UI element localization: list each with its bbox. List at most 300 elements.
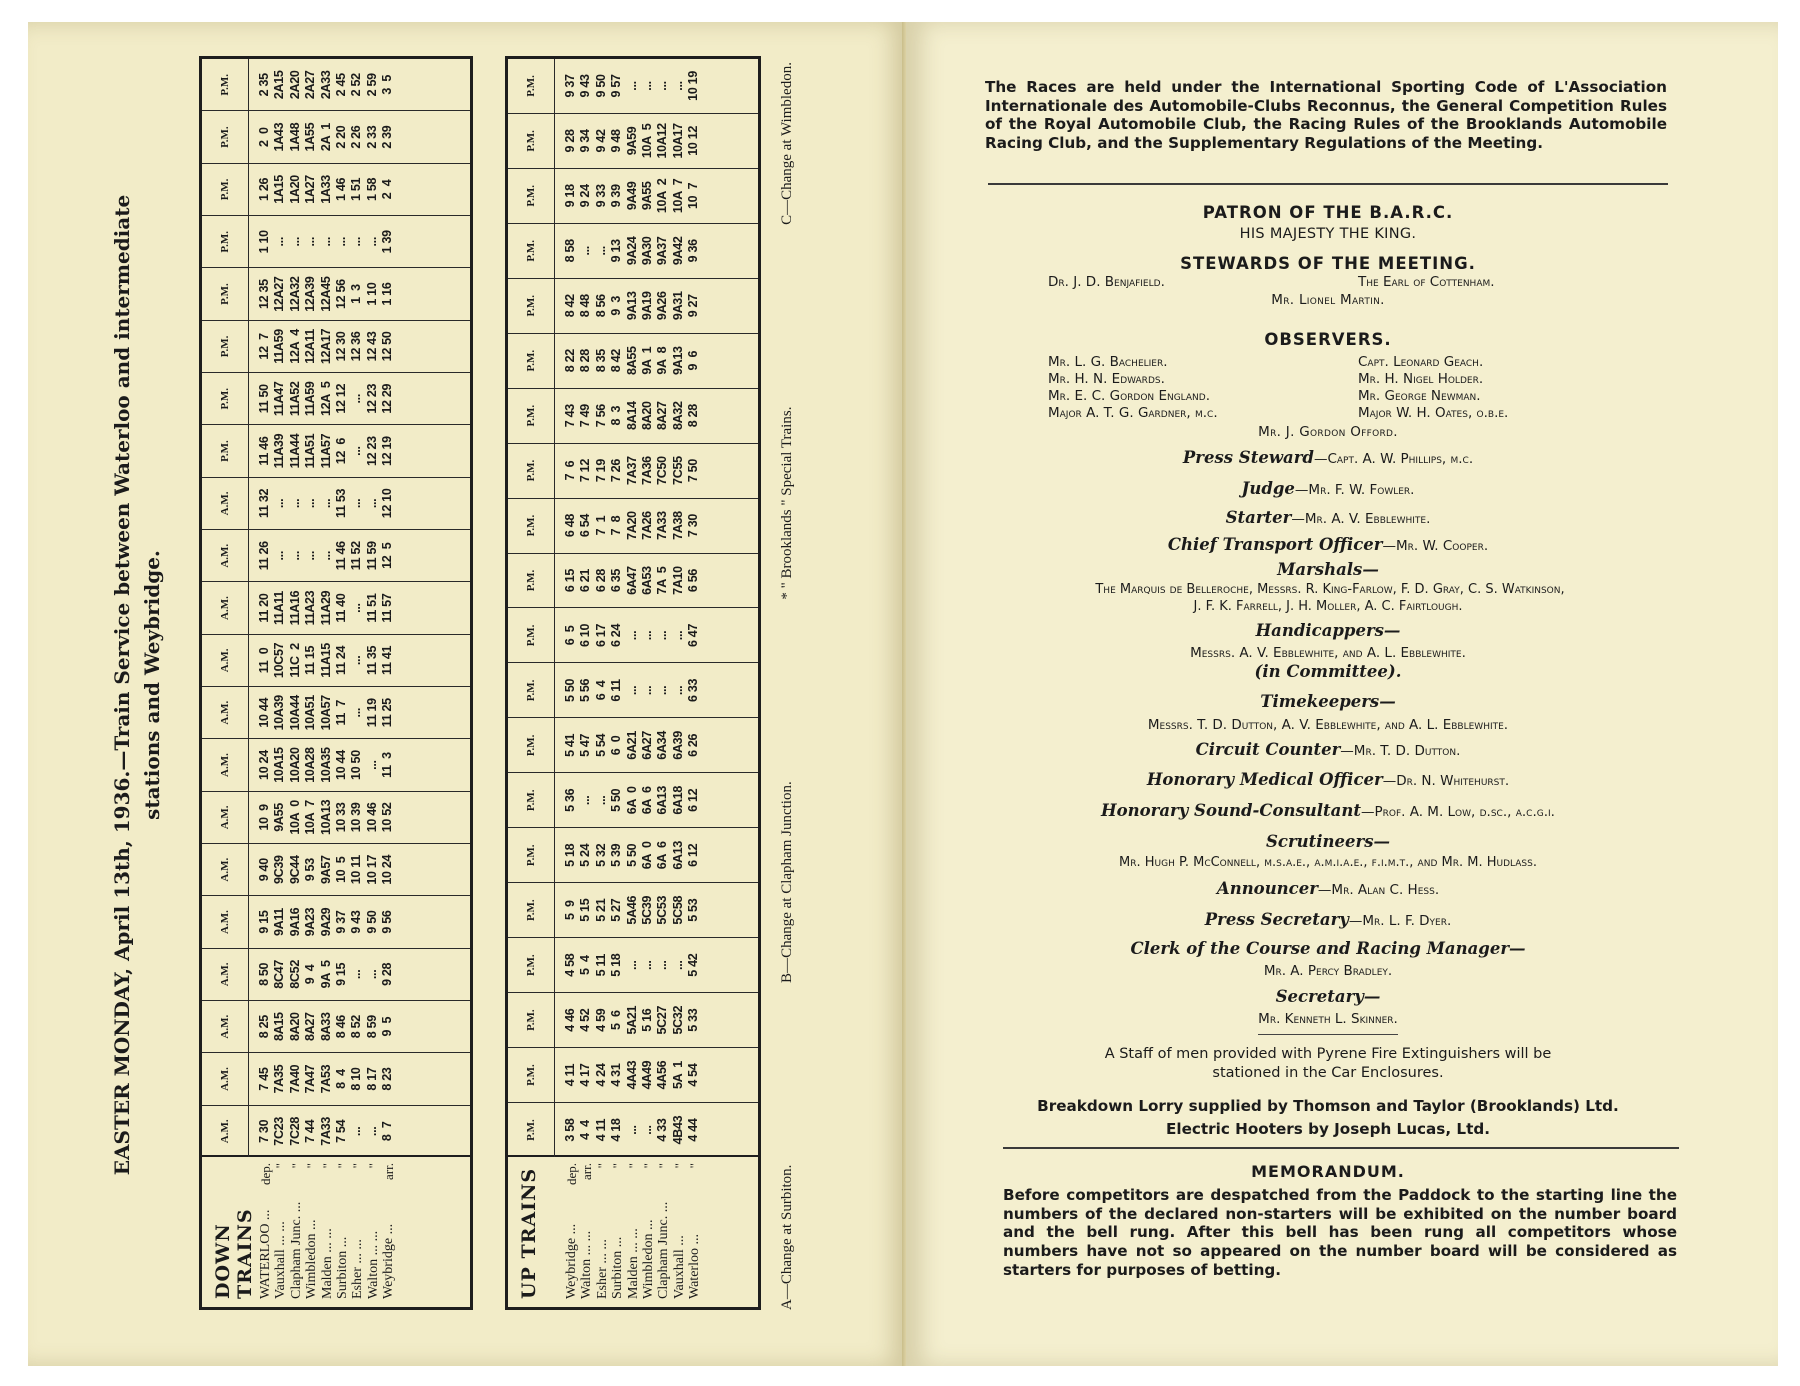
train-time: 8A20 [639, 401, 654, 430]
station-name: Weybridge ... [381, 1223, 397, 1299]
train-column [508, 1102, 758, 1157]
train-time: 2 20 [333, 125, 348, 149]
train-time: 10A35 [318, 747, 333, 783]
train-column [508, 772, 758, 827]
train-time: 1A43 [272, 122, 287, 152]
train-time: 6 0 [609, 735, 624, 756]
train-time: 10 11 [349, 855, 364, 885]
divider [988, 183, 1668, 185]
column-header: P.M. [508, 389, 555, 443]
column-header: P.M. [508, 883, 555, 937]
train-time: 5 18 [563, 843, 577, 867]
train-time: 9 43 [578, 74, 593, 98]
column-header: A.M. [202, 896, 249, 947]
station-suffix: " [687, 1163, 703, 1169]
train-time: 6A47 [624, 566, 639, 595]
train-time: 7 19 [593, 459, 608, 483]
medical-name: —Dr. N. Whitehurst. [1382, 773, 1510, 789]
train-time: 6A 6 [655, 841, 670, 870]
column-header: P.M. [508, 444, 555, 498]
column-header: P.M. [508, 938, 555, 992]
train-time: ... [639, 1125, 654, 1135]
train-time: 8 25 [257, 1015, 271, 1039]
train-time: 2 39 [380, 125, 395, 149]
column-header: P.M. [508, 663, 555, 717]
train-time: 9 40 [257, 858, 271, 882]
train-time: 4A49 [639, 1060, 654, 1090]
train-time: 7 30 [257, 1119, 271, 1143]
train-time: ... [639, 960, 654, 970]
station-name: Clapham Junc. ... [288, 1201, 304, 1299]
station-suffix: " [319, 1163, 335, 1169]
train-time: 6 24 [609, 623, 624, 648]
column-header: P.M. [202, 216, 249, 267]
secretary-name: Mr. Kenneth L. Skinner. [1258, 1011, 1398, 1027]
train-time: 1A33 [318, 175, 333, 204]
train-time: 5C53 [655, 895, 670, 925]
column-header: A.M. [202, 792, 249, 843]
handicappers-names: Messrs. A. V. Ebblewhite, and A. L. Ebblewhite. [1190, 645, 1466, 661]
observer-name: Capt. Leonard Geach. [1358, 354, 1484, 370]
train-time: 7A47 [303, 1064, 318, 1094]
train-time: 4 46 [563, 1008, 577, 1032]
train-time: ... [272, 237, 287, 247]
up-station-names [564, 1202, 703, 1299]
train-time: 12 43 [364, 331, 379, 362]
train-column [508, 223, 758, 278]
train-time: 5 6 [609, 1010, 624, 1030]
press-steward-name: —Capt. A. W. Phillips, m.c. [1313, 451, 1474, 467]
train-time: 1 10 [257, 230, 271, 254]
train-column [508, 937, 758, 992]
train-time: 9 39 [609, 184, 624, 208]
train-time: ... [593, 795, 608, 806]
train-time: 6 21 [578, 568, 593, 593]
station-name: Malden ... ... [319, 1228, 335, 1299]
train-time: 6A21 [624, 731, 639, 760]
train-time: 11 20 [257, 593, 271, 623]
train-time: 7A40 [287, 1064, 302, 1094]
transport-line [988, 535, 1668, 554]
train-time: 5 24 [578, 843, 593, 867]
train-time: 1 16 [380, 282, 395, 306]
station-suffix: " [656, 1163, 672, 1169]
station-name: Walton ... ... [365, 1230, 381, 1299]
judge-line [988, 479, 1668, 498]
memo-divider [1003, 1147, 1679, 1149]
train-time: 9A49 [624, 181, 639, 211]
train-time: 5 41 [563, 733, 577, 757]
train-time: 9 28 [563, 129, 577, 153]
train-column [202, 843, 470, 895]
train-time: 9 13 [609, 239, 624, 263]
train-time: ... [349, 237, 364, 247]
sound-role: Honorary Sound-Consultant [1101, 801, 1361, 820]
train-time: 12 23 [364, 383, 379, 414]
train-time: ... [624, 685, 639, 696]
train-time: 6A18 [670, 785, 685, 815]
train-column [202, 1052, 470, 1104]
train-time: 8A27 [303, 1012, 318, 1042]
train-time: 9A55 [272, 803, 287, 832]
train-time: 5 47 [578, 733, 593, 757]
train-time: 10 17 [364, 854, 379, 885]
train-column [202, 1000, 470, 1052]
train-time: 7C28 [287, 1117, 302, 1146]
train-column [202, 372, 470, 424]
train-time: 11 0 [257, 647, 271, 674]
train-time: ... [303, 237, 318, 247]
train-time: 10A 7 [303, 800, 318, 835]
station-suffix: " [304, 1163, 320, 1169]
timekeepers-names: Messrs. T. D. Dutton, A. V. Ebblewhite, and A. L. Ebblewhite. [1147, 717, 1509, 733]
train-time: 8A15 [272, 1012, 287, 1042]
train-time: ... [287, 237, 302, 247]
train-time: 8A14 [624, 401, 639, 430]
train-time: 11 35 [364, 645, 379, 675]
train-time: 11A39 [272, 433, 287, 469]
train-time: 11 15 [303, 645, 318, 675]
train-time: ... [639, 630, 654, 641]
train-column [202, 738, 470, 790]
train-column [508, 168, 758, 223]
train-time: 10A12 [655, 123, 670, 159]
press-steward-line [988, 448, 1668, 467]
train-time: 12 56 [333, 279, 348, 309]
train-time: 1A20 [287, 175, 302, 204]
train-time: 8 17 [364, 1067, 379, 1091]
train-time: 6 15 [563, 568, 577, 593]
train-time: 11 3 [380, 752, 395, 778]
up-time-columns [508, 59, 758, 1157]
scrutineers-names: Mr. Hugh P. McConnell, m.s.a.e., a.m.i.a.e., f.i.m.t., and Mr. M. Hudlass. [1119, 855, 1537, 870]
train-time: 6 17 [593, 623, 608, 648]
train-column [202, 529, 470, 581]
train-time: 7 50 [686, 459, 701, 483]
down-trains-heading: DOWN TRAINS [212, 1208, 256, 1299]
train-column [202, 581, 470, 633]
train-time: 1 3 [349, 284, 364, 304]
footnote-a: A—Change at Surbiton. [779, 1164, 795, 1310]
up-stations-column [508, 1155, 758, 1307]
sound-name: —Prof. A. M. Low, d.sc., a.c.g.i. [1360, 804, 1555, 820]
patron-heading: PATRON OF THE B.A.R.C. [1202, 203, 1454, 222]
train-time: 10A57 [318, 695, 333, 731]
down-station-suffixes [258, 1163, 397, 1185]
starter-line [988, 508, 1668, 527]
train-time: 2 0 [257, 127, 271, 147]
train-time: 6 35 [609, 568, 624, 593]
station-name: Wimbledon ... [641, 1219, 657, 1299]
train-time: 4A43 [624, 1060, 639, 1090]
train-time: ... [364, 760, 379, 770]
train-time: 9 4 [303, 964, 318, 985]
train-time: 11 40 [333, 593, 348, 623]
train-time: 11A15 [318, 643, 333, 678]
train-time: 8 3 [609, 405, 624, 426]
column-header: P.M. [508, 1103, 555, 1157]
train-time: ... [364, 969, 379, 980]
train-time: 1A48 [287, 122, 302, 152]
column-header: P.M. [202, 111, 249, 162]
train-time: 7C23 [272, 1117, 287, 1146]
train-time: 7A38 [670, 511, 685, 540]
train-time: 9 50 [364, 910, 379, 934]
judge-name: —Mr. F. W. Fowler. [1294, 482, 1415, 498]
train-time: 2 45 [333, 73, 348, 97]
train-column [508, 1047, 758, 1102]
column-header: P.M. [508, 1048, 555, 1102]
station-name: Vauxhall ... [671, 1235, 687, 1299]
train-time: 7 30 [686, 513, 701, 538]
train-time: 11A16 [287, 590, 302, 626]
train-time: 8 28 [686, 404, 701, 428]
train-time: 6 48 [563, 513, 577, 538]
observer-name: Mr. E. C. Gordon England. [1048, 388, 1211, 404]
train-time: 10A20 [287, 747, 302, 783]
train-time: 7 1 [593, 515, 608, 536]
train-time: 12 36 [349, 331, 364, 362]
train-time: 7 6 [563, 460, 577, 481]
train-time: 1 46 [333, 177, 348, 201]
train-time: 11C 2 [287, 643, 302, 678]
train-time: 5 53 [686, 898, 701, 922]
train-time: 5 50 [563, 678, 577, 702]
train-time: ... [349, 1126, 364, 1137]
timekeepers-role: Timekeepers— [1260, 692, 1396, 711]
train-column [202, 948, 470, 1000]
observers-left-list [1048, 354, 1218, 422]
train-time: 9A29 [318, 907, 333, 937]
train-time: 12 19 [380, 436, 395, 466]
train-time: 10 33 [333, 802, 348, 833]
train-time: 8 23 [380, 1067, 395, 1091]
train-time: 9 24 [578, 184, 593, 208]
station-name: Surbiton ... [610, 1236, 626, 1299]
train-time: 6A13 [655, 785, 670, 815]
station-name: Walton ... ... [579, 1230, 595, 1299]
train-time: 8 58 [563, 239, 577, 263]
circuit-role: Circuit Counter [1195, 740, 1341, 759]
train-time: 5C58 [670, 895, 685, 925]
train-time: 12 23 [364, 436, 379, 466]
train-time: 12 29 [380, 383, 395, 414]
short-divider [1258, 1034, 1398, 1035]
train-time: 11 24 [333, 645, 348, 675]
train-time: 1 39 [380, 230, 395, 254]
train-time: 6A 0 [624, 786, 639, 815]
train-column [508, 278, 758, 333]
train-time: 7A36 [639, 456, 654, 485]
train-time: 4 17 [578, 1063, 593, 1087]
observer-name: Mr. L. G. Bachelier. [1048, 354, 1168, 370]
train-time: 10A 7 [670, 178, 685, 214]
train-time: 5 32 [593, 843, 608, 867]
train-time: ... [670, 685, 685, 696]
train-time: 5 9 [563, 900, 577, 921]
press-secretary-line [988, 910, 1668, 929]
train-time: 11A52 [287, 381, 302, 417]
train-time: 11A59 [272, 329, 287, 364]
train-column [202, 267, 470, 319]
train-time: 11 19 [364, 698, 379, 728]
train-time: 11 25 [380, 698, 395, 728]
train-time: 6 54 [578, 513, 593, 538]
train-time: 11A59 [303, 381, 318, 417]
train-time: 5 18 [609, 953, 624, 977]
handicappers-role: Handicappers— [1255, 621, 1401, 640]
train-time: 8 10 [349, 1067, 364, 1091]
train-time: ... [349, 707, 364, 718]
train-time: 11 51 [364, 593, 379, 623]
train-time: 8 46 [333, 1015, 348, 1039]
train-time: ... [287, 550, 302, 561]
train-time: 2 4 [380, 179, 395, 200]
train-time: 7 8 [609, 515, 624, 536]
train-time: 11A44 [287, 433, 302, 469]
train-column [508, 882, 758, 937]
train-time: 2A20 [287, 70, 302, 100]
train-time: 11 50 [257, 384, 271, 414]
train-time: 7 54 [333, 1119, 348, 1143]
train-time: 5 21 [593, 898, 608, 922]
down-station-names [258, 1202, 397, 1299]
train-column [508, 388, 758, 443]
announcer-name: —Mr. Alan C. Hess. [1317, 882, 1440, 898]
train-time: 9A26 [655, 291, 670, 321]
stewards-heading: STEWARDS OF THE MEETING. [1180, 254, 1476, 273]
train-time: 2A 1 [318, 123, 333, 152]
train-time: 9 36 [686, 239, 701, 263]
train-time: 5 36 [563, 788, 577, 812]
train-time: 10 46 [364, 802, 379, 833]
medical-line [988, 770, 1668, 789]
train-time: 8A33 [318, 1012, 333, 1042]
station-suffix: arr. [381, 1163, 397, 1180]
marshals-line1: The Marquis de Belleroche, Messrs. R. King-Farlow, F. D. Gray, C. S. Watkinson, [1095, 582, 1565, 597]
train-time: 10 9 [257, 804, 271, 831]
train-time: 10 44 [257, 697, 271, 728]
train-time: 5 56 [578, 678, 593, 702]
breakdown-line1: Breakdown Lorry supplied by Thomson and Taylor (Brooklands) Ltd. [1037, 1097, 1619, 1115]
train-time: 7A37 [624, 456, 639, 485]
column-header: A.M. [202, 1106, 249, 1157]
column-header: A.M. [202, 1001, 249, 1052]
train-time: 9 43 [349, 910, 364, 934]
train-time: 8 22 [563, 349, 577, 373]
column-header: P.M. [508, 279, 555, 333]
train-time: 9 33 [593, 184, 608, 208]
train-time: 7A20 [624, 511, 639, 540]
train-time: 12 5 [380, 542, 395, 569]
train-time: 12A45 [318, 276, 333, 312]
column-header: A.M. [202, 949, 249, 1000]
train-time: ... [624, 1125, 639, 1135]
train-time: 1 51 [349, 177, 364, 201]
train-time: 10 39 [349, 802, 364, 833]
press-secretary-name: —Mr. L. F. Dyer. [1348, 913, 1452, 929]
train-time: 5 16 [639, 1008, 654, 1032]
footnote-star: * " Brooklands " Special Trains. [779, 406, 795, 600]
train-time: 5 54 [593, 733, 608, 757]
announcer-line [988, 879, 1668, 898]
train-time: 5 11 [593, 953, 608, 977]
train-time: 6 33 [686, 678, 701, 702]
train-time: 2 52 [349, 73, 364, 97]
train-time: 6A27 [639, 731, 654, 760]
train-time: 11 46 [257, 436, 271, 466]
train-time: 9 56 [380, 910, 395, 934]
train-time: 9 34 [578, 129, 593, 153]
train-time: 4 31 [609, 1063, 624, 1087]
clerk-name: Mr. A. Percy Bradley. [1263, 963, 1393, 979]
train-time: 5A21 [624, 1005, 639, 1035]
train-time: 9A37 [655, 236, 670, 266]
observer-name: Mr. H. Nigel Holder. [1358, 371, 1484, 387]
train-time: 9 28 [380, 962, 395, 986]
train-time: 1 26 [257, 177, 271, 201]
train-time: 4 33 [655, 1118, 670, 1142]
train-time: 12A32 [287, 276, 302, 312]
train-time: 9 6 [686, 350, 701, 371]
station-suffix: dep. [258, 1163, 273, 1186]
train-time: 10 12 [686, 125, 701, 156]
train-time: 10 19 [686, 71, 701, 101]
train-time: ... [303, 498, 318, 509]
transport-role: Chief Transport Officer [1167, 535, 1383, 554]
column-header: A.M. [202, 478, 249, 529]
train-time: 8C47 [272, 960, 287, 989]
train-time: 10A51 [303, 695, 318, 731]
column-header: P.M. [508, 993, 555, 1047]
train-time: 8A55 [624, 346, 639, 376]
station-suffix: " [273, 1163, 289, 1169]
train-time: 3 5 [380, 74, 395, 95]
train-time: 8C52 [287, 960, 302, 989]
announcer-role: Announcer [1216, 879, 1318, 898]
column-header: A.M. [202, 635, 249, 686]
train-time: 9 53 [303, 858, 318, 882]
observer-name: Mr. George Newman. [1358, 388, 1481, 404]
column-header: P.M. [508, 169, 555, 223]
train-column [202, 163, 470, 215]
column-header: P.M. [508, 334, 555, 388]
train-time: ... [624, 81, 639, 91]
observer-name: Major A. T. G. Gardner, m.c. [1048, 405, 1218, 421]
train-time: 4B43 [670, 1115, 685, 1145]
train-column [202, 895, 470, 947]
train-column [508, 443, 758, 498]
train-time: 5A46 [624, 895, 639, 925]
train-time: 8 50 [257, 962, 271, 986]
train-time: 6 28 [593, 568, 608, 593]
station-name: Waterloo ... [687, 1234, 703, 1299]
train-time: 10A15 [272, 747, 287, 783]
train-time: 10A 5 [639, 123, 654, 159]
train-time: 12 6 [333, 437, 348, 465]
train-column [508, 553, 758, 608]
transport-name: —Mr. W. Cooper. [1382, 538, 1489, 554]
column-header: P.M. [202, 268, 249, 319]
train-time: 7A 5 [655, 566, 670, 595]
circuit-name: —Mr. T. D. Dutton. [1340, 743, 1461, 759]
train-time: 2A15 [272, 70, 287, 100]
train-time: 4 11 [563, 1063, 577, 1087]
train-time: 7C55 [670, 456, 685, 485]
train-time: 9 37 [333, 910, 348, 934]
column-header: P.M. [508, 608, 555, 662]
train-time: 7 12 [578, 459, 593, 483]
